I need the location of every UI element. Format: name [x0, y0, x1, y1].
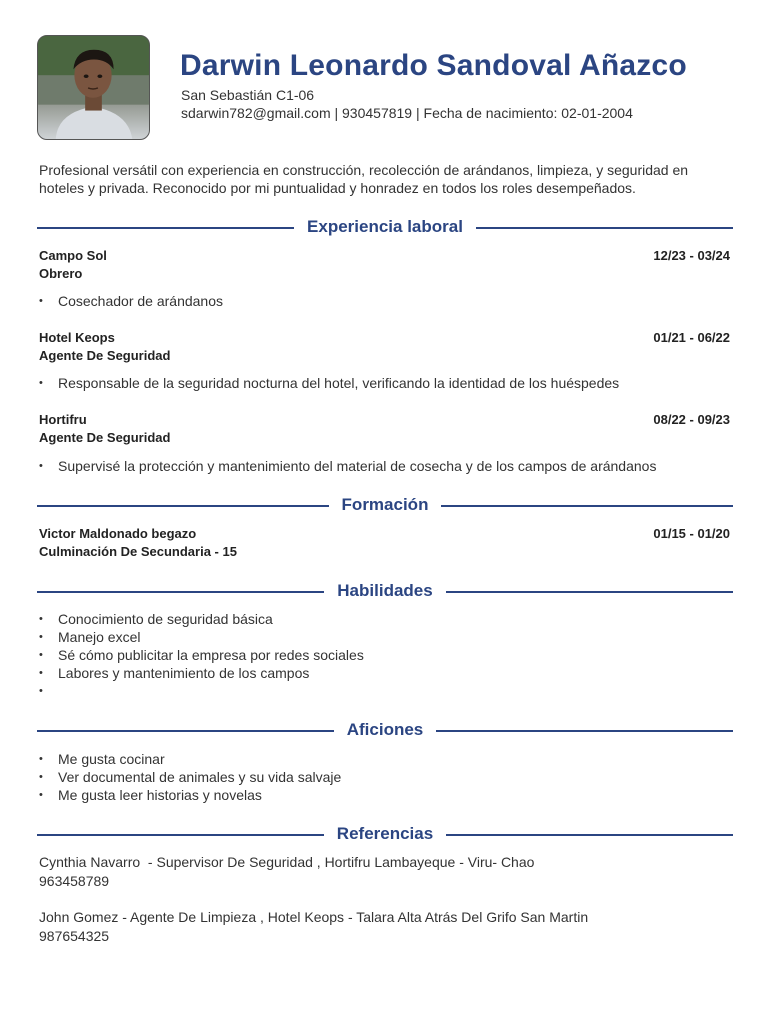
- job-role: Agente De Seguridad: [39, 430, 171, 445]
- candidate-name: Darwin Leonardo Sandoval Añazco: [180, 49, 687, 82]
- profile-photo: [37, 35, 150, 140]
- list-item: • Me gusta cocinar: [39, 750, 731, 768]
- job-dates: 08/22 - 09/23: [653, 412, 730, 427]
- reference-details: Cynthia Navarro - Supervisor De Seguridad , Hortifru Lambayeque - Viru- Chao: [39, 854, 535, 870]
- section-heading: Habilidades: [324, 581, 445, 600]
- list-item: • Manejo excel: [39, 628, 731, 646]
- experience-entry: [39, 329, 730, 365]
- skills-list: [39, 610, 731, 700]
- education-entry: [39, 525, 730, 561]
- experience-bullets: [39, 374, 731, 392]
- job-dates: 12/23 - 03/24: [653, 248, 730, 263]
- experience-bullets: [39, 457, 731, 475]
- employer-name: Campo Sol: [39, 248, 107, 263]
- candidate-contact: sdarwin782@gmail.com | 930457819 | Fecha de nacimiento: 02-01-2004: [181, 105, 633, 121]
- degree-name: Culminación De Secundaria - 15: [39, 544, 237, 559]
- school-name: Victor Maldonado begazo: [39, 526, 197, 541]
- list-item: • Responsable de la seguridad nocturna del hotel, verificando la identidad de los huéspedes: [39, 374, 731, 392]
- section-heading: Referencias: [324, 824, 446, 843]
- employer-name: Hortifru: [39, 412, 87, 427]
- experience-entry: [39, 411, 730, 447]
- reference-phone: 963458789: [39, 873, 110, 889]
- section-title-references: [37, 824, 733, 844]
- experience-bullets: [39, 292, 731, 310]
- section-heading: Formación: [329, 495, 442, 514]
- person-portrait-icon: [38, 36, 149, 139]
- section-title-hobbies: [37, 720, 733, 740]
- professional-summary: Profesional versátil con experiencia en construcción, recolección de arándanos, limpieza, y seguridad en hoteles y privada. Reconocido por mi puntualidad y honradez en todos los roles desempeñados.: [39, 162, 689, 196]
- section-title-skills: [37, 581, 733, 601]
- list-item: • Ver documental de animales y su vida salvaje: [39, 768, 731, 786]
- job-role: Obrero: [39, 266, 83, 281]
- list-item: • Labores y mantenimiento de los campos: [39, 664, 731, 682]
- candidate-address: San Sebastián C1-06: [181, 87, 315, 103]
- section-heading: Experiencia laboral: [294, 217, 476, 236]
- section-heading: Aficiones: [334, 720, 437, 739]
- job-role: Agente De Seguridad: [39, 348, 171, 363]
- list-item: • Supervisé la protección y mantenimiento del material de cosecha y de los campos de arándanos: [39, 457, 731, 475]
- job-dates: 01/21 - 06/22: [653, 330, 730, 345]
- list-item: • Me gusta leer historias y novelas: [39, 786, 731, 804]
- list-item: [39, 682, 731, 700]
- experience-entry: [39, 247, 730, 283]
- resume-header: [37, 35, 737, 141]
- list-item: • Conocimiento de seguridad básica: [39, 610, 731, 628]
- reference-details: John Gomez - Agente De Limpieza , Hotel Keops - Talara Alta Atrás Del Grifo San Martin: [39, 909, 589, 925]
- section-title-education: [37, 495, 733, 515]
- hobbies-list: [39, 750, 731, 804]
- list-item: • Cosechador de arándanos: [39, 292, 731, 310]
- reference-entry: [39, 853, 731, 891]
- employer-name: Hotel Keops: [39, 330, 115, 345]
- reference-entry: [39, 908, 731, 946]
- reference-phone: 987654325: [39, 928, 110, 944]
- section-title-experience: [37, 217, 733, 237]
- list-item: • Sé cómo publicitar la empresa por redes sociales: [39, 646, 731, 664]
- education-dates: 01/15 - 01/20: [653, 526, 730, 541]
